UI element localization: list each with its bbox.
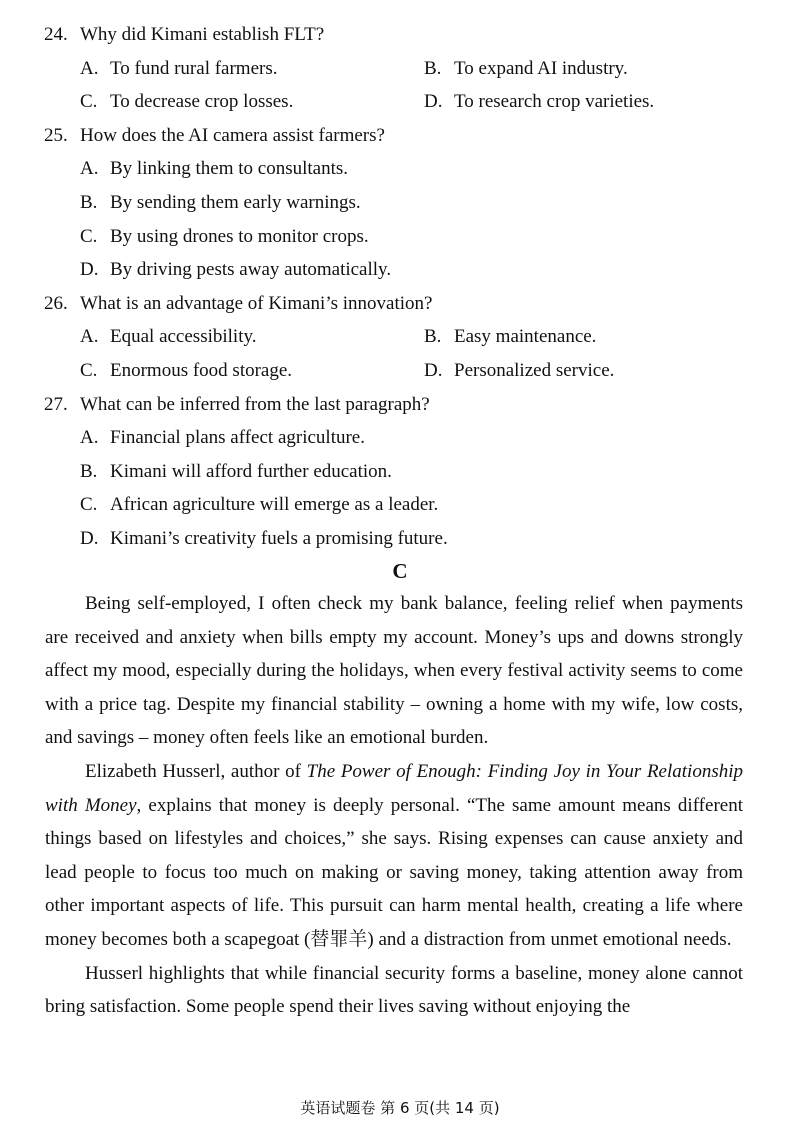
option-text: Easy maintenance. — [454, 326, 597, 348]
question-text: How does the AI camera assist farmers? — [80, 124, 385, 146]
option-letter: A. — [80, 326, 99, 348]
option-text: Personalized service. — [454, 359, 615, 381]
option-a — [80, 421, 764, 455]
option-d — [424, 354, 614, 388]
option-letter: B. — [80, 191, 98, 213]
option-text: To decrease crop losses. — [110, 91, 294, 113]
option-text: By driving pests away automatically. — [110, 259, 392, 281]
option-text: Kimani’s creativity fuels a promising future. — [110, 527, 448, 549]
option-letter: D. — [80, 527, 99, 549]
option-d — [80, 253, 764, 287]
section-heading: C — [392, 559, 408, 583]
option-letter: D. — [80, 259, 99, 281]
option-b — [80, 455, 764, 489]
option-text: By sending them early warnings. — [110, 191, 361, 213]
option-text: Enormous food storage. — [110, 359, 293, 381]
option-letter: C. — [80, 225, 98, 247]
option-c — [80, 488, 764, 522]
question-text: What is an advantage of Kimani’s innovation? — [80, 292, 433, 314]
option-text: To fund rural farmers. — [110, 57, 278, 79]
option-text: Financial plans affect agriculture. — [110, 427, 365, 449]
option-text: To research crop varieties. — [454, 91, 655, 113]
option-text: To expand AI industry. — [454, 57, 628, 79]
question-list — [44, 18, 764, 556]
question-number: 26. — [44, 292, 68, 314]
page-footer: 英语试题卷 第 6 页(共 14 页) — [300, 1099, 500, 1117]
option-text: African agriculture will emerge as a leader. — [110, 494, 439, 516]
option-letter: C. — [80, 494, 98, 516]
question-26 — [44, 287, 764, 388]
option-letter: C. — [80, 359, 98, 381]
option-letter: C. — [80, 91, 98, 113]
option-d — [424, 85, 654, 119]
option-letter: D. — [424, 91, 443, 113]
question-number: 27. — [44, 393, 68, 415]
option-letter: B. — [424, 326, 442, 348]
question-stem — [44, 119, 764, 153]
paragraph-text: , explains that money is deeply personal. “The same amount means different things based on lifestyles and choices,” she says. Rising expenses can cause anxiety and lead people to focus too much on making or saving money, taking attention away from other important aspects of life. This pursuit can harm mental health, creating a life where money becomes both a scapegoat (替罪羊) and a distraction from unmet emotional needs. — [45, 794, 743, 950]
option-letter: A. — [80, 158, 99, 180]
paragraph-text: Elizabeth Husserl, author of — [85, 760, 307, 782]
option-list — [80, 421, 764, 555]
question-number: 24. — [44, 24, 68, 45]
passage-paragraph-1: Being self-employed, I often check my bank balance, feeling relief when payments are received and anxiety when bills empty my account. Money’s ups and downs strongly affect my mood, especially during the holidays, when every festival activity seems to come with a price tag. Despite my financial stability – owning a home with my wife, low costs, and savings – money often feels like an emotional burden. — [45, 593, 743, 749]
question-25 — [44, 119, 764, 287]
question-27 — [44, 388, 764, 556]
option-c — [80, 85, 424, 119]
option-d — [80, 522, 764, 556]
question-text: What can be inferred from the last paragraph? — [80, 393, 430, 415]
reading-passage — [45, 587, 743, 1024]
option-text: Equal accessibility. — [110, 326, 257, 348]
question-24 — [44, 18, 764, 119]
question-stem — [44, 388, 764, 422]
question-number: 25. — [44, 124, 68, 146]
option-b — [80, 186, 764, 220]
option-letter: D. — [424, 359, 443, 381]
option-list — [80, 320, 764, 387]
question-stem — [44, 287, 764, 321]
option-letter: A. — [80, 427, 99, 449]
option-letter: A. — [80, 57, 99, 79]
passage-paragraph-3: Husserl highlights that while financial security forms a baseline, money alone cannot bring satisfaction. Some people spend their lives saving without enjoying the — [45, 962, 743, 1018]
question-text: Why did Kimani establish FLT? — [80, 24, 325, 45]
option-a — [80, 52, 424, 86]
option-letter: B. — [80, 460, 98, 482]
option-text: Kimani will afford further education. — [110, 460, 392, 482]
option-b — [424, 320, 596, 354]
option-c — [80, 220, 764, 254]
question-stem — [44, 18, 764, 52]
option-c — [80, 354, 424, 388]
book-title: The Power of Enough: Finding Joy in Your Relationship with Money — [45, 760, 743, 816]
option-list — [80, 52, 764, 119]
option-text: By using drones to monitor crops. — [110, 225, 369, 247]
option-a — [80, 152, 764, 186]
option-list — [80, 152, 764, 286]
option-b — [424, 52, 628, 86]
option-text: By linking them to consultants. — [110, 158, 349, 180]
option-a — [80, 320, 424, 354]
passage-paragraph-2 — [45, 755, 743, 957]
option-letter: B. — [424, 57, 442, 79]
